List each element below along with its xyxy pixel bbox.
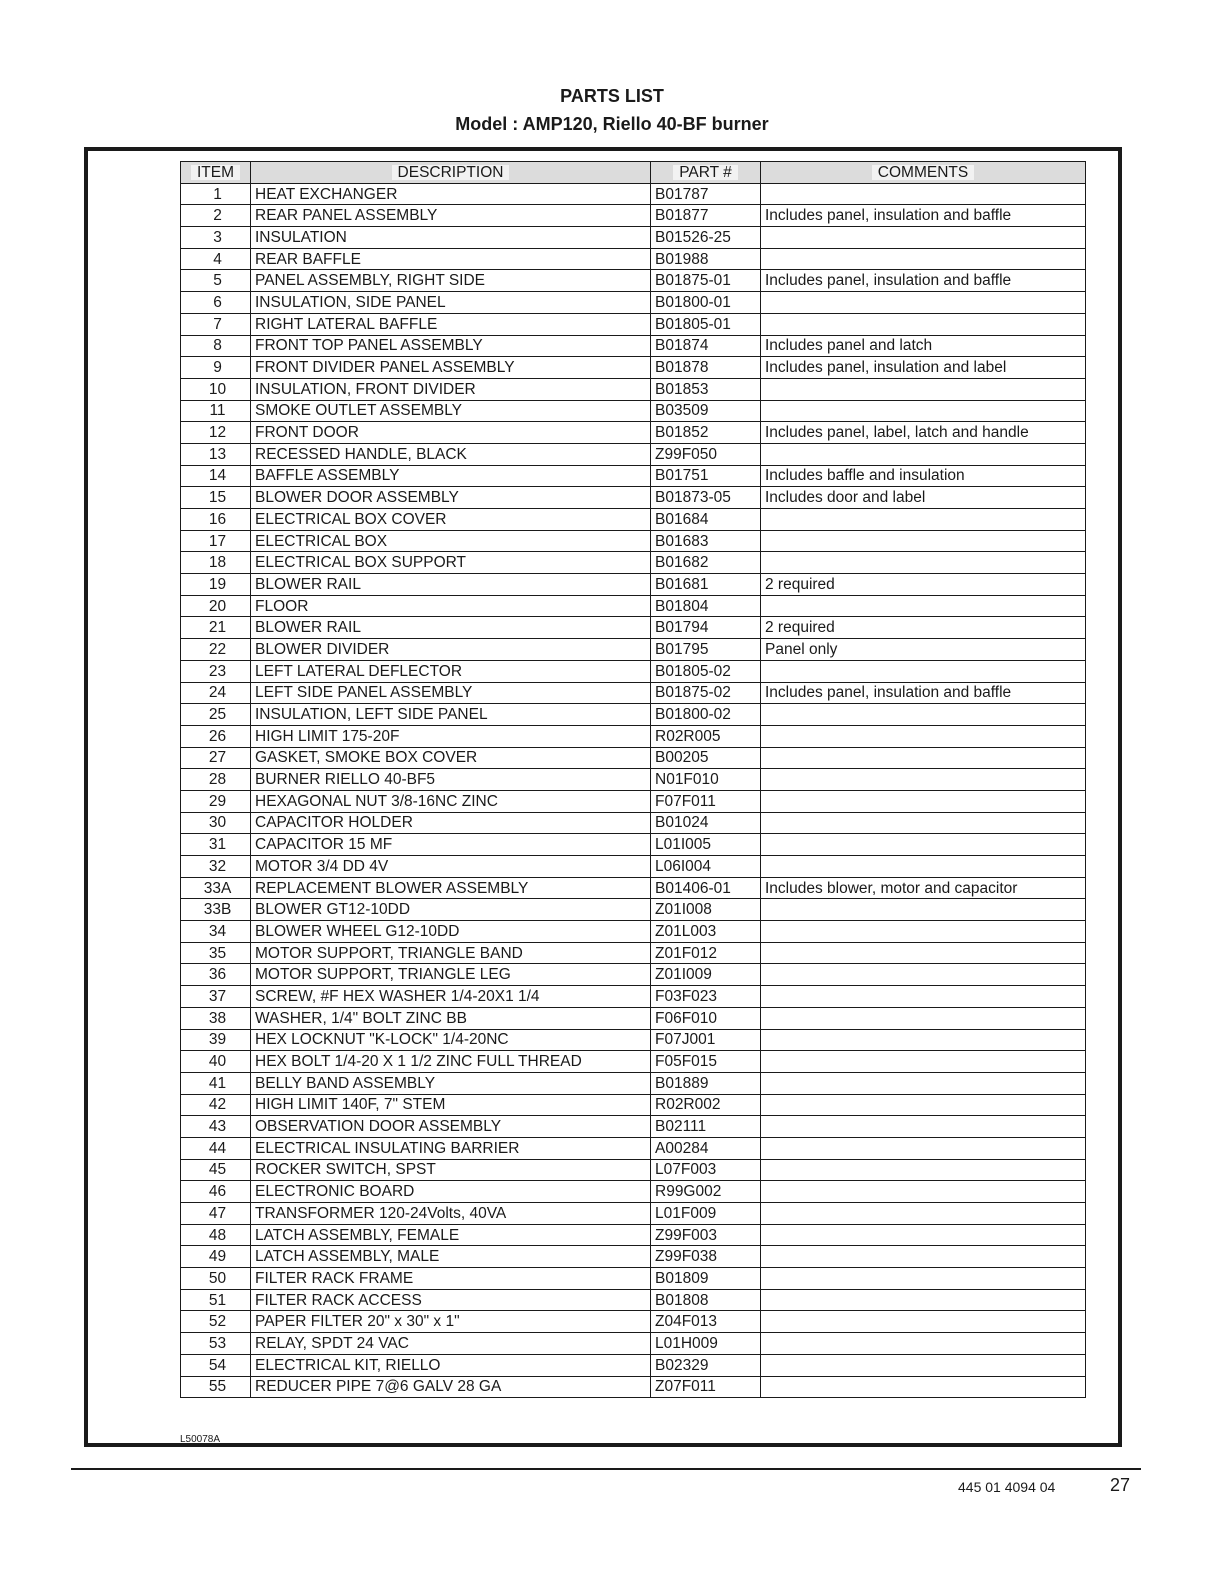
cell-description: SCREW, #F HEX WASHER 1/4-20X1 1/4 <box>251 986 651 1008</box>
cell-comments <box>761 942 1086 964</box>
cell-item: 21 <box>181 617 251 639</box>
cell-item: 33B <box>181 899 251 921</box>
cell-part: F07J001 <box>651 1029 761 1051</box>
cell-description: HEAT EXCHANGER <box>251 183 651 205</box>
cell-description: INSULATION, SIDE PANEL <box>251 292 651 314</box>
table-row <box>181 552 1086 574</box>
cell-comments <box>761 248 1086 270</box>
cell-part: B02111 <box>651 1116 761 1138</box>
cell-comments <box>761 986 1086 1008</box>
cell-part: B01683 <box>651 530 761 552</box>
table-row <box>181 227 1086 249</box>
cell-comments <box>761 964 1086 986</box>
cell-part: B01852 <box>651 422 761 444</box>
cell-item: 25 <box>181 704 251 726</box>
cell-item: 35 <box>181 942 251 964</box>
cell-description: ELECTRICAL BOX SUPPORT <box>251 552 651 574</box>
table-row <box>181 1116 1086 1138</box>
header-part: PART # <box>651 162 761 184</box>
cell-description: INSULATION, LEFT SIDE PANEL <box>251 704 651 726</box>
cell-part: B01684 <box>651 509 761 531</box>
table-row <box>181 1268 1086 1290</box>
cell-part: F06F010 <box>651 1007 761 1029</box>
table-row <box>181 248 1086 270</box>
cell-comments <box>761 1051 1086 1073</box>
cell-item: 52 <box>181 1311 251 1333</box>
cell-part: B01805-01 <box>651 313 761 335</box>
cell-part: B01874 <box>651 335 761 357</box>
table-row <box>181 1246 1086 1268</box>
cell-description: PANEL ASSEMBLY, RIGHT SIDE <box>251 270 651 292</box>
cell-item: 5 <box>181 270 251 292</box>
cell-item: 9 <box>181 357 251 379</box>
cell-item: 53 <box>181 1333 251 1355</box>
cell-comments <box>761 1072 1086 1094</box>
cell-part: B01809 <box>651 1268 761 1290</box>
table-row <box>181 1311 1086 1333</box>
cell-comments: Includes door and label <box>761 487 1086 509</box>
cell-item: 17 <box>181 530 251 552</box>
cell-comments <box>761 660 1086 682</box>
cell-description: REDUCER PIPE 7@6 GALV 28 GA <box>251 1376 651 1398</box>
cell-description: ELECTRICAL BOX COVER <box>251 509 651 531</box>
page-title: PARTS LIST <box>560 86 664 106</box>
cell-comments <box>761 378 1086 400</box>
cell-comments: Panel only <box>761 639 1086 661</box>
cell-description: FRONT DOOR <box>251 422 651 444</box>
cell-comments <box>761 1311 1086 1333</box>
table-row <box>181 1224 1086 1246</box>
table-row <box>181 617 1086 639</box>
cell-item: 32 <box>181 856 251 878</box>
cell-item: 6 <box>181 292 251 314</box>
cell-description: LATCH ASSEMBLY, MALE <box>251 1246 651 1268</box>
table-row <box>181 400 1086 422</box>
table-row <box>181 942 1086 964</box>
cell-description: FRONT DIVIDER PANEL ASSEMBLY <box>251 357 651 379</box>
cell-comments <box>761 443 1086 465</box>
cell-item: 47 <box>181 1203 251 1225</box>
cell-comments <box>761 1246 1086 1268</box>
cell-comments: Includes panel, insulation and baffle <box>761 205 1086 227</box>
table-row <box>181 790 1086 812</box>
cell-description: FLOOR <box>251 595 651 617</box>
cell-description: PAPER FILTER 20" x 30" x 1" <box>251 1311 651 1333</box>
cell-part: B01526-25 <box>651 227 761 249</box>
cell-comments <box>761 1137 1086 1159</box>
cell-part: B01875-02 <box>651 682 761 704</box>
cell-comments <box>761 812 1086 834</box>
cell-part: B01988 <box>651 248 761 270</box>
cell-part: F03F023 <box>651 986 761 1008</box>
cell-item: 24 <box>181 682 251 704</box>
cell-item: 45 <box>181 1159 251 1181</box>
cell-comments: 2 required <box>761 574 1086 596</box>
table-row <box>181 704 1086 726</box>
model-subtitle: Model : AMP120, Riello 40-BF burner <box>455 114 769 134</box>
cell-item: 30 <box>181 812 251 834</box>
cell-part: R99G002 <box>651 1181 761 1203</box>
cell-description: MOTOR 3/4 DD 4V <box>251 856 651 878</box>
table-row <box>181 1159 1086 1181</box>
cell-part: B01800-02 <box>651 704 761 726</box>
cell-part: B02329 <box>651 1354 761 1376</box>
cell-description: MOTOR SUPPORT, TRIANGLE BAND <box>251 942 651 964</box>
cell-comments <box>761 183 1086 205</box>
table-row <box>181 1181 1086 1203</box>
table-row <box>181 1029 1086 1051</box>
header-description: DESCRIPTION <box>251 162 651 184</box>
cell-part: Z04F013 <box>651 1311 761 1333</box>
table-row <box>181 812 1086 834</box>
cell-part: Z99F038 <box>651 1246 761 1268</box>
cell-comments <box>761 1203 1086 1225</box>
cell-item: 1 <box>181 183 251 205</box>
table-row <box>181 834 1086 856</box>
table-row <box>181 574 1086 596</box>
table-row <box>181 1203 1086 1225</box>
cell-part: L01I005 <box>651 834 761 856</box>
cell-description: BLOWER DIVIDER <box>251 639 651 661</box>
cell-part: B01878 <box>651 357 761 379</box>
cell-part: F07F011 <box>651 790 761 812</box>
cell-description: BURNER RIELLO 40-BF5 <box>251 769 651 791</box>
cell-item: 22 <box>181 639 251 661</box>
cell-part: Z01I008 <box>651 899 761 921</box>
cell-comments <box>761 747 1086 769</box>
cell-comments <box>761 921 1086 943</box>
table-row <box>181 986 1086 1008</box>
table-row <box>181 465 1086 487</box>
table-row <box>181 921 1086 943</box>
cell-description: BLOWER WHEEL G12-10DD <box>251 921 651 943</box>
cell-item: 4 <box>181 248 251 270</box>
cell-part: B01853 <box>651 378 761 400</box>
table-row <box>181 292 1086 314</box>
cell-description: BLOWER RAIL <box>251 617 651 639</box>
cell-comments <box>761 1116 1086 1138</box>
table-row <box>181 899 1086 921</box>
cell-description: BELLY BAND ASSEMBLY <box>251 1072 651 1094</box>
cell-item: 16 <box>181 509 251 531</box>
cell-comments: Includes panel and latch <box>761 335 1086 357</box>
cell-part: Z07F011 <box>651 1376 761 1398</box>
cell-comments <box>761 725 1086 747</box>
cell-description: FILTER RACK FRAME <box>251 1268 651 1290</box>
cell-part: B01751 <box>651 465 761 487</box>
cell-description: REAR PANEL ASSEMBLY <box>251 205 651 227</box>
cell-item: 51 <box>181 1289 251 1311</box>
table-row <box>181 443 1086 465</box>
cell-comments <box>761 899 1086 921</box>
cell-item: 48 <box>181 1224 251 1246</box>
cell-description: HEX LOCKNUT "K-LOCK" 1/4-20NC <box>251 1029 651 1051</box>
table-row <box>181 487 1086 509</box>
cell-description: REAR BAFFLE <box>251 248 651 270</box>
cell-comments <box>761 227 1086 249</box>
cell-description: BLOWER RAIL <box>251 574 651 596</box>
cell-description: CAPACITOR 15 MF <box>251 834 651 856</box>
cell-part: L01H009 <box>651 1333 761 1355</box>
cell-item: 15 <box>181 487 251 509</box>
table-row <box>181 509 1086 531</box>
cell-item: 50 <box>181 1268 251 1290</box>
cell-comments <box>761 1268 1086 1290</box>
cell-item: 31 <box>181 834 251 856</box>
cell-description: LATCH ASSEMBLY, FEMALE <box>251 1224 651 1246</box>
parts-table-frame <box>84 147 1122 1447</box>
cell-part: R02R002 <box>651 1094 761 1116</box>
cell-part: B01889 <box>651 1072 761 1094</box>
cell-description: HIGH LIMIT 175-20F <box>251 725 651 747</box>
cell-item: 40 <box>181 1051 251 1073</box>
document-number: 445 01 4094 04 <box>958 1479 1056 1495</box>
cell-description: MOTOR SUPPORT, TRIANGLE LEG <box>251 964 651 986</box>
cell-part: B01800-01 <box>651 292 761 314</box>
cell-item: 49 <box>181 1246 251 1268</box>
cell-part: R02R005 <box>651 725 761 747</box>
cell-part: Z99F050 <box>651 443 761 465</box>
cell-description: BLOWER GT12-10DD <box>251 899 651 921</box>
cell-comments <box>761 834 1086 856</box>
table-row <box>181 530 1086 552</box>
cell-description: WASHER, 1/4" BOLT ZINC BB <box>251 1007 651 1029</box>
cell-description: ELECTRICAL INSULATING BARRIER <box>251 1137 651 1159</box>
cell-description: TRANSFORMER 120-24Volts, 40VA <box>251 1203 651 1225</box>
cell-item: 42 <box>181 1094 251 1116</box>
cell-part: Z01I009 <box>651 964 761 986</box>
cell-comments <box>761 292 1086 314</box>
cell-comments <box>761 1224 1086 1246</box>
cell-item: 3 <box>181 227 251 249</box>
cell-description: SMOKE OUTLET ASSEMBLY <box>251 400 651 422</box>
table-row <box>181 1007 1086 1029</box>
cell-comments: Includes baffle and insulation <box>761 465 1086 487</box>
cell-part: Z01F012 <box>651 942 761 964</box>
cell-comments <box>761 1007 1086 1029</box>
cell-item: 10 <box>181 378 251 400</box>
cell-description: HIGH LIMIT 140F, 7" STEM <box>251 1094 651 1116</box>
table-row <box>181 877 1086 899</box>
cell-part: B01681 <box>651 574 761 596</box>
cell-part: B01795 <box>651 639 761 661</box>
cell-part: B01875-01 <box>651 270 761 292</box>
cell-item: 43 <box>181 1116 251 1138</box>
cell-item: 28 <box>181 769 251 791</box>
page-number: 27 <box>1110 1475 1131 1495</box>
table-row <box>181 964 1086 986</box>
parts-table <box>180 161 1086 1398</box>
cell-item: 8 <box>181 335 251 357</box>
cell-description: BAFFLE ASSEMBLY <box>251 465 651 487</box>
table-row <box>181 335 1086 357</box>
header-comments: COMMENTS <box>761 162 1086 184</box>
cell-comments: Includes panel, insulation and label <box>761 357 1086 379</box>
cell-comments: 2 required <box>761 617 1086 639</box>
cell-comments <box>761 400 1086 422</box>
cell-part: Z01L003 <box>651 921 761 943</box>
cell-part: B01805-02 <box>651 660 761 682</box>
table-row <box>181 313 1086 335</box>
cell-comments <box>761 1094 1086 1116</box>
cell-item: 14 <box>181 465 251 487</box>
table-row <box>181 270 1086 292</box>
table-row <box>181 1376 1086 1398</box>
table-row <box>181 725 1086 747</box>
cell-part: L07F003 <box>651 1159 761 1181</box>
cell-item: 34 <box>181 921 251 943</box>
figure-code: L50078A <box>180 1434 221 1445</box>
cell-part: B00205 <box>651 747 761 769</box>
cell-part: B01024 <box>651 812 761 834</box>
cell-description: HEXAGONAL NUT 3/8-16NC ZINC <box>251 790 651 812</box>
cell-part: L06I004 <box>651 856 761 878</box>
cell-part: B03509 <box>651 400 761 422</box>
cell-item: 55 <box>181 1376 251 1398</box>
cell-part: A00284 <box>651 1137 761 1159</box>
table-row <box>181 639 1086 661</box>
cell-description: RIGHT LATERAL BAFFLE <box>251 313 651 335</box>
cell-description: INSULATION, FRONT DIVIDER <box>251 378 651 400</box>
cell-comments <box>761 313 1086 335</box>
cell-part: F05F015 <box>651 1051 761 1073</box>
cell-part: B01682 <box>651 552 761 574</box>
cell-item: 44 <box>181 1137 251 1159</box>
cell-item: 46 <box>181 1181 251 1203</box>
table-row <box>181 769 1086 791</box>
cell-description: ROCKER SWITCH, SPST <box>251 1159 651 1181</box>
table-row <box>181 856 1086 878</box>
cell-comments: Includes panel, label, latch and handle <box>761 422 1086 444</box>
cell-description: FRONT TOP PANEL ASSEMBLY <box>251 335 651 357</box>
cell-description: LEFT SIDE PANEL ASSEMBLY <box>251 682 651 704</box>
cell-item: 7 <box>181 313 251 335</box>
cell-comments <box>761 509 1086 531</box>
table-row <box>181 1289 1086 1311</box>
cell-description: INSULATION <box>251 227 651 249</box>
cell-description: RELAY, SPDT 24 VAC <box>251 1333 651 1355</box>
footer-rule <box>71 1468 1141 1470</box>
table-row <box>181 747 1086 769</box>
cell-comments <box>761 1029 1086 1051</box>
cell-item: 19 <box>181 574 251 596</box>
table-row <box>181 1354 1086 1376</box>
table-row <box>181 1072 1086 1094</box>
table-header-row <box>181 162 1086 184</box>
cell-item: 33A <box>181 877 251 899</box>
table-row <box>181 378 1086 400</box>
cell-item: 27 <box>181 747 251 769</box>
cell-comments <box>761 704 1086 726</box>
cell-comments <box>761 530 1086 552</box>
table-row <box>181 1137 1086 1159</box>
cell-comments: Includes panel, insulation and baffle <box>761 682 1086 704</box>
cell-item: 20 <box>181 595 251 617</box>
cell-description: LEFT LATERAL DEFLECTOR <box>251 660 651 682</box>
cell-item: 13 <box>181 443 251 465</box>
table-row <box>181 205 1086 227</box>
cell-item: 23 <box>181 660 251 682</box>
cell-comments <box>761 1376 1086 1398</box>
cell-item: 39 <box>181 1029 251 1051</box>
cell-description: ELECTRICAL BOX <box>251 530 651 552</box>
cell-item: 29 <box>181 790 251 812</box>
cell-item: 36 <box>181 964 251 986</box>
cell-comments: Includes panel, insulation and baffle <box>761 270 1086 292</box>
cell-item: 12 <box>181 422 251 444</box>
cell-comments <box>761 552 1086 574</box>
cell-item: 54 <box>181 1354 251 1376</box>
cell-part: B01406-01 <box>651 877 761 899</box>
cell-comments <box>761 790 1086 812</box>
cell-part: B01877 <box>651 205 761 227</box>
cell-part: B01794 <box>651 617 761 639</box>
table-row <box>181 183 1086 205</box>
cell-description: OBSERVATION DOOR ASSEMBLY <box>251 1116 651 1138</box>
cell-part: B01873-05 <box>651 487 761 509</box>
cell-part: B01804 <box>651 595 761 617</box>
cell-comments <box>761 1289 1086 1311</box>
table-row <box>181 660 1086 682</box>
cell-item: 26 <box>181 725 251 747</box>
table-row <box>181 595 1086 617</box>
cell-comments <box>761 1354 1086 1376</box>
cell-part: B01808 <box>651 1289 761 1311</box>
cell-comments <box>761 769 1086 791</box>
header-item: ITEM <box>181 162 251 184</box>
cell-item: 37 <box>181 986 251 1008</box>
cell-comments <box>761 1181 1086 1203</box>
cell-description: REPLACEMENT BLOWER ASSEMBLY <box>251 877 651 899</box>
cell-part: Z99F003 <box>651 1224 761 1246</box>
cell-part: B01787 <box>651 183 761 205</box>
table-row <box>181 682 1086 704</box>
table-row <box>181 1333 1086 1355</box>
cell-description: HEX BOLT 1/4-20 X 1 1/2 ZINC FULL THREAD <box>251 1051 651 1073</box>
cell-item: 41 <box>181 1072 251 1094</box>
cell-item: 2 <box>181 205 251 227</box>
cell-item: 11 <box>181 400 251 422</box>
cell-description: ELECTRICAL KIT, RIELLO <box>251 1354 651 1376</box>
cell-description: CAPACITOR HOLDER <box>251 812 651 834</box>
cell-comments <box>761 595 1086 617</box>
cell-description: BLOWER DOOR ASSEMBLY <box>251 487 651 509</box>
cell-comments: Includes blower, motor and capacitor <box>761 877 1086 899</box>
table-row <box>181 1094 1086 1116</box>
cell-item: 38 <box>181 1007 251 1029</box>
table-row <box>181 357 1086 379</box>
cell-description: GASKET, SMOKE BOX COVER <box>251 747 651 769</box>
cell-comments <box>761 1333 1086 1355</box>
cell-part: N01F010 <box>651 769 761 791</box>
cell-part: L01F009 <box>651 1203 761 1225</box>
cell-comments <box>761 856 1086 878</box>
cell-item: 18 <box>181 552 251 574</box>
cell-comments <box>761 1159 1086 1181</box>
table-row <box>181 422 1086 444</box>
cell-description: ELECTRONIC BOARD <box>251 1181 651 1203</box>
cell-description: FILTER RACK ACCESS <box>251 1289 651 1311</box>
cell-description: RECESSED HANDLE, BLACK <box>251 443 651 465</box>
table-row <box>181 1051 1086 1073</box>
